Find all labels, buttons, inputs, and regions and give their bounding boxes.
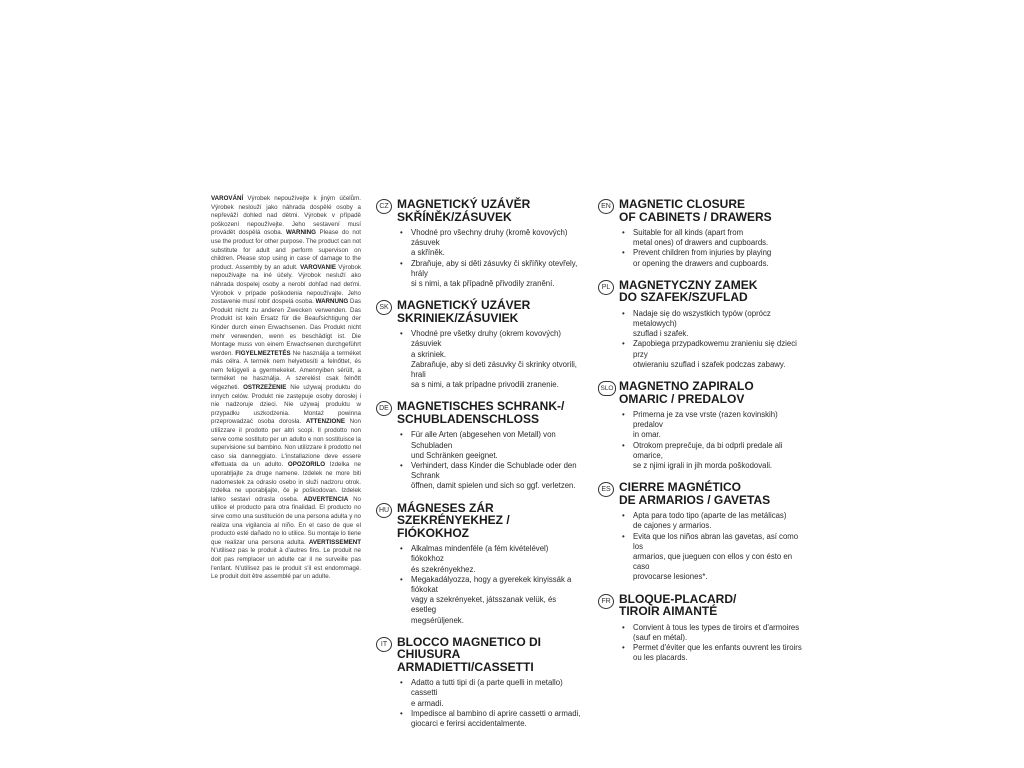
bullet-line: • Für alle Arten (abgesehen von Metall) von Schubladen: [397, 430, 581, 450]
section-title-line: MAGNETNO ZAPIRALO: [619, 379, 754, 394]
section-en: [598, 198, 803, 269]
bullet-line: • Alkalmas mindenféle (a fém kivételével) fiókokhoz: [397, 544, 581, 564]
bullet-line: • Zapobiega przypadkowemu zranieniu się dzieci przy: [619, 339, 803, 359]
bullet-line: • Vhodné pre všetky druhy (okrem kovových) zásuviek: [397, 329, 581, 349]
section-title-line: SCHUBLADENSCHLOSS: [397, 411, 540, 426]
section-de: [376, 400, 581, 491]
bullet-line: • Primerna je za vse vrste (razen kovinskih) predalov: [619, 410, 803, 430]
bullet-line: • Permet d'éviter que les enfants ouvrent les tiroirs: [619, 643, 803, 653]
warning-text: No utilice el producto para otra finalidad. El producto no sirve como una sustitución de una persona adulta y no realiza una vigilancia al niño. En el caso de que el producto esté dañado no lo utilice. Su montaje lo tiene que realizar una persona adulta.: [211, 495, 361, 546]
warning-text: Please do not use the product for other purpose. The product can not substitute for adult and perform supervison on children. Please stop using in case of damage to the product. Assembly by an adult.: [211, 229, 361, 271]
section-title-line: DE ARMARIOS / GAVETAS: [619, 492, 771, 507]
section-title: [397, 636, 581, 674]
bullet-line: e armadi.: [411, 698, 444, 708]
warning-text: Výrobok nepoužívajte na iné účely. Výrobok nesluží ako náhrada dospelej osoby a nerobí dohľad nad deťmi. Výrobok v prípade poškodenia nepoužívajte. Jeho zostavenie musí robiť dospelá osoba.: [211, 263, 362, 306]
bullet-line: se z njimi igrali in jih morda poškodovali.: [633, 461, 773, 471]
section-fr: [598, 593, 803, 664]
bullet-list: [619, 410, 803, 471]
bullet-line: or opening the drawers and cupboards.: [633, 258, 769, 268]
bullet-list: [619, 228, 803, 269]
section-title-line: ARMADIETTI/CASSETTI: [397, 659, 534, 674]
section-title-line: OF CABINETS / DRAWERS: [619, 209, 772, 224]
bullet-line: és szekrényekhez.: [411, 564, 476, 574]
bullet-line: a skříněk.: [411, 248, 445, 258]
section-title-line: MAGNETICKÝ UZÁVĚR: [397, 197, 531, 211]
bullet-list: [397, 544, 581, 626]
warning-text: Non utilizzare il prodotto per altri scopi. Il prodotto non serve come sostituto per un adulto e non sostituisce la supervisione sul bambino. Non utilizzare il prodotto nel caso sia danneggiato. L'installazione deve essere effettuata da un adulto.: [211, 418, 361, 469]
section-title-line: TIROIR AIMANTÉ: [619, 604, 718, 619]
section-title: [397, 299, 581, 324]
section-title: [619, 279, 803, 304]
bullet-line: vagy a szekrényeket, játsszanak velük, és esetleg: [411, 595, 557, 615]
bullet-line: • Apta para todo tipo (aparte de las metálicas): [619, 511, 803, 521]
section-title-line: BLOCCO MAGNETICO DI CHIUSURA: [397, 634, 541, 662]
bullet-line: Zabraňuje, aby si deti zásuvky či skrinky otvorili, hrali: [411, 359, 577, 380]
bullet-line: • Megakadályozza, hogy a gyerekek kinyissák a fiókokat: [397, 575, 581, 595]
section-title-line: MAGNETISCHES SCHRANK-/: [397, 399, 565, 414]
column-middle: [376, 198, 581, 729]
language-badge: ES: [598, 482, 614, 497]
section-title: [397, 502, 581, 540]
bullet-line: • Vhodné pro všechny druhy (kromě kovových) zásuvek: [397, 228, 581, 248]
bullet-line: und Schränken geeignet.: [411, 450, 498, 460]
section-title-line: OMARIC / PREDALOV: [619, 391, 745, 406]
bullet-line: • Evita que los niños abran las gavetas, así como los: [619, 532, 803, 552]
section-cz: [376, 198, 581, 289]
language-badge: IT: [376, 637, 392, 652]
section-it: [376, 636, 581, 730]
warning-label: WARNING: [286, 229, 316, 237]
bullet-list: [619, 623, 803, 664]
warning-label: FIGYELMEZTETÉS: [235, 349, 291, 357]
bullet-line: • Convient à tous les types de tiroirs et d'armoires: [619, 623, 803, 633]
section-title-line: MAGNETYCZNY ZAMEK: [619, 277, 758, 292]
bullet-list: [397, 228, 581, 289]
section-pl: [598, 279, 803, 370]
bullet-list: [397, 329, 581, 390]
bullet-line: de cajones y armarios.: [633, 521, 712, 531]
bullet-line: a skriniek.: [411, 349, 447, 359]
bullet-line: provocarse lesiones*.: [633, 572, 708, 582]
bullet-list: [619, 309, 803, 370]
section-sk: [376, 299, 581, 390]
warning-text: Ne használja a terméket más célra. A termék nem helyettesíti a felnőttet, és nem felügyeli a gyermekeket. Amennyiben sérült, a terméket ne használja. A szerelést csak felnőtt végezheti.: [211, 349, 361, 392]
warning-label: VAROVÁNÍ: [211, 195, 244, 202]
bullet-line: sa s nimi, a tak prípadne privodili zranenie.: [411, 380, 559, 390]
bullet-line: (sauf en métal).: [633, 632, 688, 642]
bullet-line: • Otrokom preprečuje, da bi odprli predale ali omarice,: [619, 441, 803, 461]
bullet-line: otwieraniu szuflad i szafek podczas zabawy.: [633, 359, 786, 369]
language-badge: SK: [376, 300, 392, 315]
bullet-list: [397, 678, 581, 729]
warning-label: VAROVANIE: [300, 263, 336, 271]
warning-label: OSTRZEŻENIE: [243, 384, 287, 392]
bullet-list: [397, 430, 581, 491]
bullet-line: szuflad i szafek.: [633, 329, 689, 339]
warning-label: WARNUNG: [315, 298, 349, 306]
section-es: [598, 481, 803, 582]
section-title-line: SKŘÍNĚK/ZÁSUVEK: [397, 209, 512, 224]
warning-label: ATTENZIONE: [305, 418, 345, 426]
warning-text: Izdelka ne uporabljajte za druge namene. Izdelek ne more biti nadomestek za odraslo osebo in služi nadzoru otrok. Izdelka ne uporabljajte, če je poškodovan. Izdelek lahko sestavi odrasla oseba.: [211, 461, 361, 503]
bullet-line: • Nadaje się do wszystkich typów (oprócz metalowych): [619, 309, 803, 329]
bullet-line: giocarci e ferirsi accidentalmente.: [411, 719, 527, 729]
language-badge: DE: [376, 401, 392, 416]
language-badge: SLO: [598, 381, 616, 396]
section-slo: [598, 380, 803, 471]
section-title: [619, 198, 803, 223]
warning-text: Das Produkt nicht zu anderen Zwecken verwenden. Das Produkt ist kein Ersatz für die Beaufsichtigung der Kinder durch einen Erwachsenen. Das Produkt nicht mehr verwenden, wenn es beschädigt ist. Die Montage muss von einem Erwachsenen durchgeführt werden.: [211, 298, 361, 357]
column-right: [598, 198, 803, 663]
bullet-line: • Verhindert, dass Kinder die Schublade oder den Schrank: [397, 461, 581, 481]
bullet-line: • Zbraňuje, aby si děti zásuvky či skříňky otevřely, hrály: [397, 259, 581, 279]
bullet-line: • Impedisce al bambino di aprire cassetti o armadi,: [397, 709, 581, 719]
section-title-line: SZEKRÉNYEKHEZ / FIÓKOKHOZ: [397, 513, 510, 540]
warning-label: AVERTISSEMENT: [308, 538, 361, 546]
bullet-list: [619, 511, 803, 582]
section-title-line: BLOQUE-PLACARD/: [619, 591, 737, 606]
warning-text: Nie używaj produktu do innych celów. Produkt nie zastępuje osoby dorosłej i nie nadzoruje dzieci. Nie używaj produktu w przypadku uszkodzenia. Montaż powinna przeprowadzać osoba dorosła.: [211, 384, 361, 426]
section-title: [619, 380, 803, 405]
warning-label: ADVERTENCIA: [303, 495, 349, 503]
bullet-line: • Prevent children from injuries by playing: [619, 248, 803, 258]
warning-label: OPOZORILO: [287, 461, 326, 469]
bullet-line: • Adatto a tutti tipi di (a parte quelli in metallo) cassetti: [397, 678, 581, 698]
section-title-line: MAGNETIC CLOSURE: [619, 197, 745, 211]
warnings-text-block: [211, 195, 361, 582]
warning-text: N'utilisez pas le produit à d'autres fins. Le produit ne doit pas remplacer un adulte car il ne surveille pas l'enfant. N'utilisez pas le produit s'il est endommagé. Le produit doit être assemblé par un adulte.: [211, 547, 361, 581]
section-title-line: CIERRE MAGNÉTICO: [619, 480, 742, 495]
language-badge: PL: [598, 280, 614, 295]
bullet-line: si s nimi, a tak případně přivodily zranění.: [411, 279, 555, 289]
bullet-line: ou les placards.: [633, 653, 688, 663]
bullet-line: armarios, que jueguen con ellos y con ésto en caso: [633, 552, 793, 572]
bullet-line: • Suitable for all kinds (apart from: [619, 228, 803, 238]
section-title-line: MAGNETICKÝ UZÁVER: [397, 298, 531, 313]
section-title-line: SKRINIEK/ZÁSUVIEK: [397, 310, 519, 325]
bullet-line: megsérüljenek.: [411, 615, 464, 625]
language-badge: EN: [598, 199, 614, 214]
bullet-line: öffnen, damit spielen und sich so ggf. verletzen.: [411, 481, 576, 491]
section-title: [397, 400, 581, 425]
bullet-line: metal ones) of drawers and cupboards.: [633, 238, 769, 248]
language-badge: FR: [598, 594, 614, 609]
language-badge: HU: [376, 503, 392, 518]
section-title: [619, 593, 803, 618]
bullet-line: in omar.: [633, 430, 661, 440]
section-title: [397, 198, 581, 223]
language-badge: CZ: [376, 199, 392, 214]
section-title: [619, 481, 803, 506]
section-title-line: MÁGNESES ZÁR: [397, 500, 494, 515]
section-hu: [376, 502, 581, 626]
warning-text: Výrobek nepoužívejte k jiným účelům. Výrobek neslouží jako náhrada dospělé osoby a nepřeváží dohled nad dětmi. Výrobek v případě poškození nepoužívejte. Jeho sestavení musí provádět dospělá osoba.: [211, 195, 361, 237]
section-title-line: DO SZAFEK/SZUFLAD: [619, 290, 748, 305]
